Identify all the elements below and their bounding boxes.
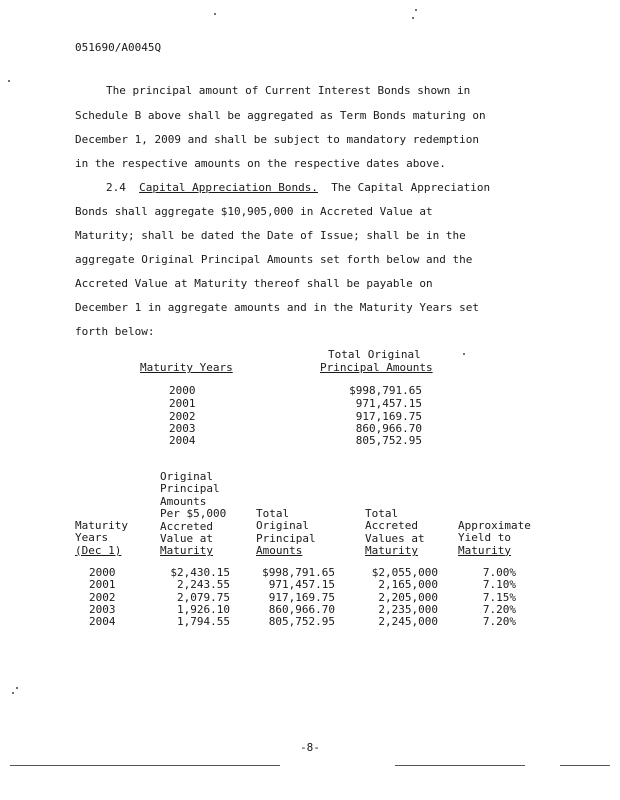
table2-cell: $2,055,000 (371, 566, 438, 579)
table1-year: 2002 (169, 410, 196, 423)
section-line-4: Accreted Value at Maturity thereof shall be payable on (75, 277, 433, 290)
scan-speck (12, 692, 14, 694)
section-line-3: aggregate Original Principal Amounts set forth below and the (75, 253, 473, 266)
para1-line-2: Schedule B above shall be aggregated as Term Bonds maturing on (75, 109, 486, 122)
section-line-5: December 1 in aggregate amounts and in the Maturity Years set (75, 301, 479, 314)
table2-cell: 2003 (89, 602, 116, 616)
scan-speck (8, 80, 10, 82)
table2-col-per5000 (150, 567, 230, 628)
scan-speck (214, 13, 216, 15)
table2-col-yield (460, 567, 516, 628)
table2-cell: 1,794.55 (177, 615, 230, 629)
scan-edge-line (560, 765, 610, 766)
table2-cell: 7.10% (482, 578, 516, 592)
table1-year: 2001 (169, 397, 196, 410)
section-number: 2.4 (106, 181, 126, 194)
table1-amount: 917,169.75 (355, 410, 422, 423)
table2-cell: 805,752.95 (268, 615, 335, 629)
table2-cell: 2000 (89, 566, 116, 579)
scan-speck (16, 687, 18, 689)
table2-header-col3: Total Original Principal Amounts (256, 507, 316, 558)
document-id: 051690/A0045Q (75, 41, 162, 54)
table1-amount: 860,966.70 (355, 422, 422, 435)
section-line-1: Bonds shall aggregate $10,905,000 in Accreted Value at (75, 205, 433, 218)
table2-cell: 2,235,000 (378, 602, 438, 616)
table2-cell: 2,079.75 (177, 590, 230, 604)
table2-cell: 971,457.15 (268, 578, 335, 592)
table2-cell: 7.15% (482, 590, 516, 604)
para1-line-3: December 1, 2009 and shall be subject to mandatory redemption (75, 133, 479, 146)
table1-amount: $998,791.65 (349, 384, 422, 397)
page-number: -8- (300, 741, 320, 754)
table2-cell: $998,791.65 (262, 566, 335, 579)
table2-header-col1: Maturity Years (Dec 1) (75, 519, 128, 557)
para1-line-4: in the respective amounts on the respective dates above. (75, 157, 446, 170)
table2-col-year (89, 567, 116, 628)
table2-cell: 2004 (89, 615, 116, 629)
table2-cell: 7.00% (482, 566, 516, 579)
table2-cell: 7.20% (482, 602, 516, 616)
scan-speck (415, 9, 417, 11)
section-line-6: forth below: (75, 325, 155, 338)
table1-header-right-1: Total Original (328, 348, 421, 361)
table2-cell: 2,245,000 (378, 615, 438, 629)
table2-cell: 2,165,000 (378, 578, 438, 592)
table2-col-total-accreted (355, 567, 438, 628)
table2-cell: 2001 (89, 578, 116, 592)
para1-line-1: The principal amount of Current Interest Bonds shown in (106, 84, 471, 97)
table2-cell: 2002 (89, 590, 116, 604)
table1-amount: 805,752.95 (355, 434, 422, 447)
section-line-2: Maturity; shall be dated the Date of Issue; shall be in the (75, 229, 466, 242)
table1-year: 2004 (169, 434, 196, 447)
table1-year: 2000 (169, 384, 196, 397)
table2-header-col2: Original Principal Amounts Per $5,000 Accreted Value at Maturity (160, 470, 227, 558)
section-first-line-rest: The Capital Appreciation (331, 181, 491, 194)
scan-edge-line (395, 765, 525, 766)
table2-header-col5: Approximate Yield to Maturity (458, 519, 531, 557)
section-title: Capital Appreciation Bonds. (139, 181, 318, 194)
scan-speck (463, 353, 465, 355)
table1-year: 2003 (169, 422, 196, 435)
scan-speck (412, 17, 414, 19)
table1-header-left: Maturity Years (140, 361, 233, 374)
table2-cell: 917,169.75 (268, 590, 335, 604)
table1-amount: 971,457.15 (355, 397, 422, 410)
scan-edge-line (10, 765, 280, 766)
table2-cell: 7.20% (482, 615, 516, 629)
table2-cell: 2,205,000 (378, 590, 438, 604)
table2-cell: 1,926.10 (177, 602, 230, 616)
table2-cell: 2,243.55 (177, 578, 230, 592)
table2-cell: 860,966.70 (268, 602, 335, 616)
table2-col-total-original (245, 567, 335, 628)
table2-header-col4: Total Accreted Values at Maturity (365, 507, 425, 558)
section-heading-line (106, 181, 490, 194)
table2-cell: $2,430.15 (170, 566, 230, 579)
table1-header-right-2: Principal Amounts (320, 361, 433, 374)
